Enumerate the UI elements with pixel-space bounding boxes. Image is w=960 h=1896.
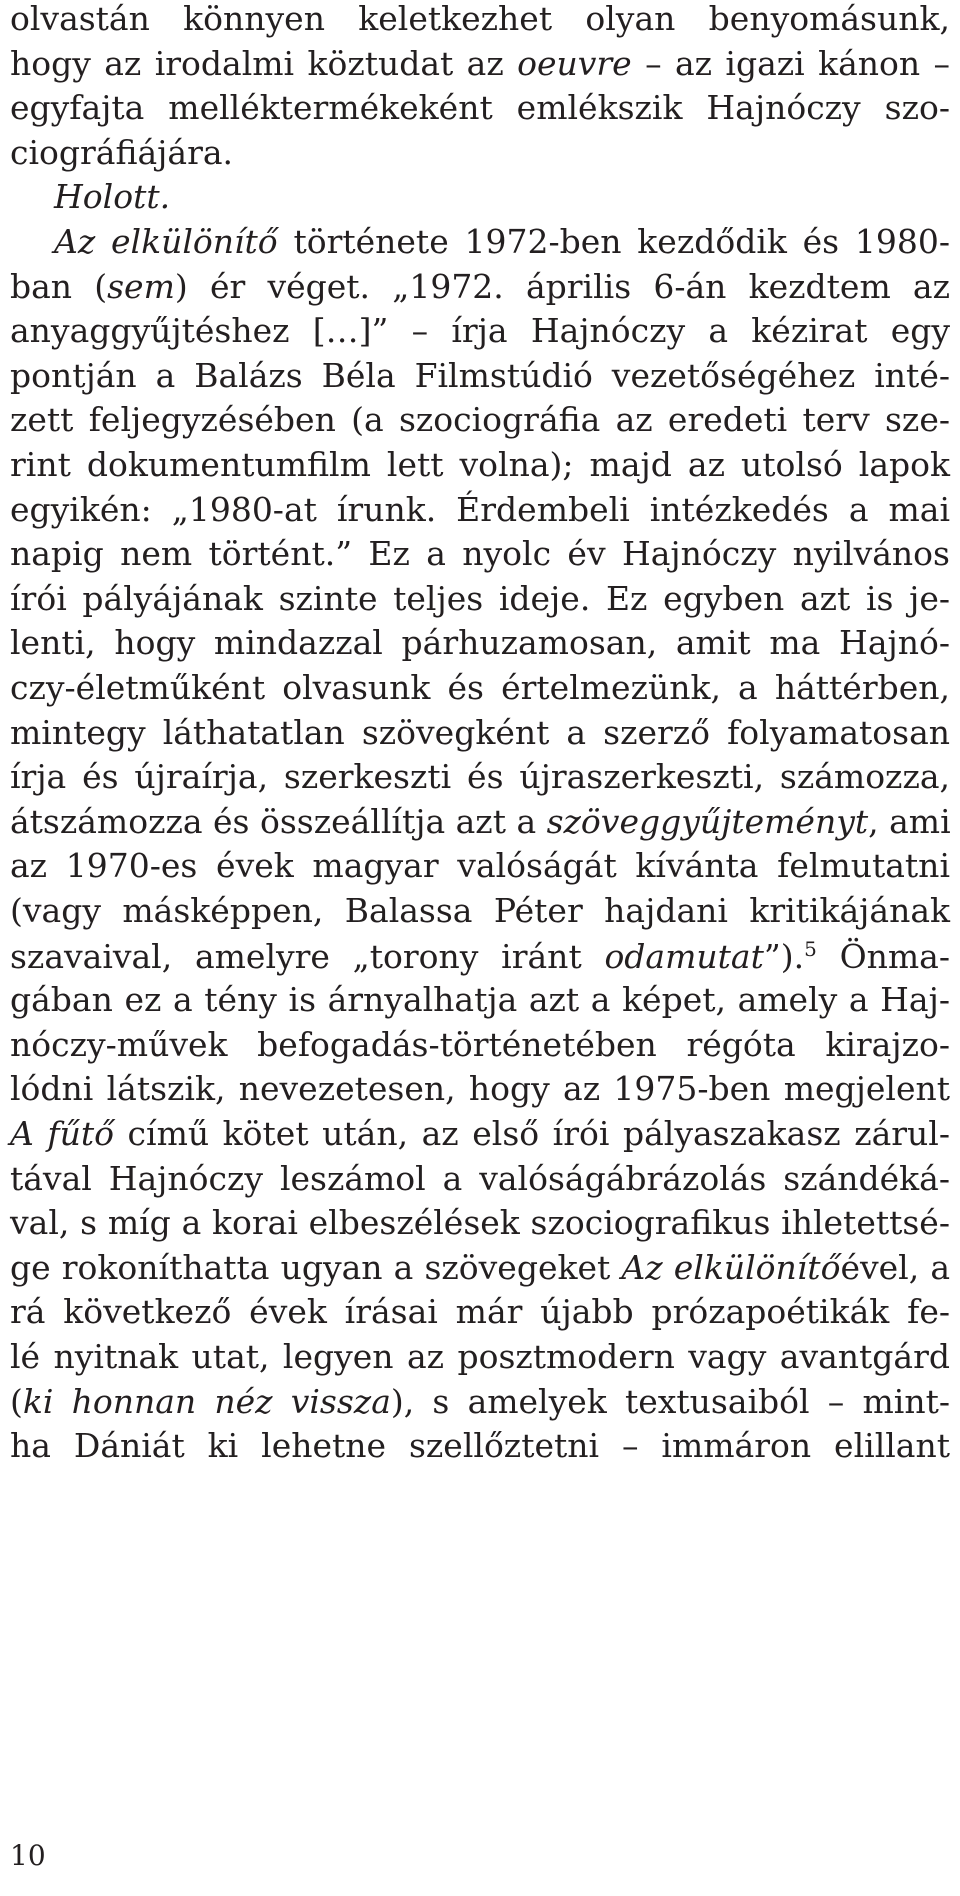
italic-text: Az elkülönítő (621, 1247, 841, 1287)
text-line (10, 43, 950, 83)
text-line-content (10, 43, 950, 83)
text-line-content (10, 668, 950, 707)
text-run: az 1970-es évek magyar valóságát kívánta felmutatni (10, 846, 950, 886)
text-line (10, 489, 950, 529)
text-run: ha Dániát ki lehetne szellőztetni – immáron elillant (10, 1426, 950, 1466)
text-line-content (10, 445, 950, 484)
text-line-content (10, 489, 950, 529)
text-line-content (10, 132, 950, 172)
text-line (10, 400, 950, 440)
text-line (10, 1426, 950, 1466)
text-line (10, 88, 950, 128)
text-run: anyaggyűjtéshez […]” – írja Hajnóczy a kézirat egy (10, 311, 950, 351)
text-line (10, 0, 950, 38)
text-line-content (10, 846, 950, 886)
text-run: ) ér véget. „1972. április 6-án kezdtem az (174, 266, 950, 306)
italic-text: Holott. (54, 177, 171, 217)
text-line (10, 1247, 950, 1287)
text-line-content (10, 712, 950, 752)
text-line (10, 1114, 950, 1153)
text-run: tával Hajnóczy leszámol a valóságábrázolás szándéká- (10, 1158, 950, 1198)
text-line (10, 132, 950, 172)
text-line (10, 846, 950, 886)
text-line (10, 355, 950, 395)
text-line (10, 1158, 950, 1198)
italic-text: sem (107, 266, 175, 306)
text-run: egyfajta melléktermékeként emlékszik Hajnóczy szo- (10, 88, 950, 128)
text-line (10, 266, 950, 306)
text-line-content (10, 936, 950, 976)
text-line (10, 980, 950, 1020)
text-line-content (54, 177, 950, 217)
text-run: czy-életműként olvasunk és értelmezünk, a háttérben, (10, 668, 950, 707)
text-line (10, 668, 950, 707)
text-line (54, 222, 951, 261)
footnote-reference: 5 (804, 936, 817, 961)
text-line-content (10, 1203, 950, 1243)
text-line (10, 311, 950, 351)
italic-text: szöveggyűjteményt (546, 801, 869, 841)
text-line-content (10, 534, 950, 574)
text-run: rá következő évek írásai már újabb prózapoétikák fe- (10, 1292, 950, 1332)
text-line-content (10, 1381, 951, 1421)
text-line-content (10, 88, 950, 128)
text-run: napig nem történt.” Ez a nyolc év Hajnóczy nyilvános (10, 534, 950, 574)
text-line (10, 1337, 950, 1376)
text-run: ével, a (840, 1247, 950, 1287)
text-line-content (54, 222, 951, 261)
text-run: ”). (763, 936, 805, 976)
text-run: ciográfiájára. (10, 132, 234, 172)
text-run: írja és újraírja, szerkeszti és újraszerkeszti, számozza, (10, 757, 950, 797)
text-run: pontján a Balázs Béla Filmstúdió vezetőségéhez inté- (10, 355, 950, 395)
text-line-content (10, 1024, 950, 1064)
text-line-content (10, 801, 951, 841)
text-run: egyikén: „1980-at írunk. Érdembeli intézkedés a mai (10, 489, 950, 529)
text-line-content (10, 311, 950, 351)
text-line-content (10, 0, 950, 38)
text-run: ( (10, 1381, 23, 1421)
text-line (10, 801, 951, 841)
text-line-content (10, 1069, 950, 1109)
text-run: ge rokoníthatta ugyan a szövegeket (10, 1247, 622, 1287)
italic-text: odamutat (604, 936, 764, 976)
text-run: írói pályájának szinte teljes ideje. Ez egyben azt is je- (10, 578, 950, 618)
text-line-content (10, 400, 950, 440)
text-run: lódni látszik, nevezetesen, hogy az 1975-ben megjelent (10, 1069, 950, 1109)
text-run: című kötet után, az első írói pályaszakasz zárul- (113, 1114, 950, 1153)
text-run: Önma- (816, 936, 950, 976)
text-line (10, 1069, 950, 1109)
text-line-content (10, 891, 950, 930)
text-line (10, 757, 950, 797)
text-run: – az igazi kánon – (631, 43, 950, 83)
text-line (10, 578, 950, 618)
text-line-content (10, 578, 950, 618)
text-line (10, 1203, 950, 1243)
text-run: gában ez a tény is árnyalhatja azt a képet, amely a Haj- (10, 980, 950, 1020)
text-run: mintegy láthatatlan szövegként a szerző folyamatosan (10, 712, 950, 752)
italic-text: A fűtő (10, 1114, 114, 1153)
text-run: val, s míg a korai elbeszélések szociografikus ihletettsé- (10, 1203, 950, 1243)
text-run: (vagy másképpen, Balassa Péter hajdani kritikájának (10, 891, 950, 930)
italic-text: Az elkülönítő (54, 222, 278, 261)
text-line-content (10, 266, 950, 306)
text-line (10, 1292, 950, 1332)
text-run: szavaival, amelyre „torony iránt (10, 936, 605, 976)
text-line (10, 1381, 951, 1421)
text-run: hogy az irodalmi köztudat az (10, 43, 518, 83)
text-line-content (10, 1114, 950, 1153)
text-line (10, 623, 950, 663)
text-run: ), s amelyek textusaiból – mint- (390, 1381, 951, 1421)
text-line (10, 891, 950, 930)
text-run: átszámozza és összeállítja azt a (10, 801, 547, 841)
text-line-content (10, 1247, 950, 1287)
italic-text: oeuvre (517, 43, 632, 83)
text-line (10, 1024, 950, 1064)
text-line (10, 534, 950, 574)
text-line (10, 445, 950, 484)
text-line-content (10, 1426, 950, 1466)
text-run: , ami (868, 801, 951, 841)
text-line-content (10, 757, 950, 797)
text-line-content (10, 1337, 950, 1376)
text-line-content (10, 623, 950, 663)
text-line-content (10, 355, 950, 395)
text-run: zett feljegyzésében (a szociográfia az eredeti terv sze- (10, 400, 950, 440)
text-run: rint dokumentumfilm lett volna); majd az utolsó lapok (10, 445, 950, 484)
text-line-content (10, 980, 950, 1020)
text-run: olvastán könnyen keletkezhet olyan benyomásunk, (10, 0, 950, 38)
text-run: lenti, hogy mindazzal párhuzamosan, amit ma Hajnó- (10, 623, 950, 663)
text-line (54, 177, 950, 217)
text-line-content (10, 1292, 950, 1332)
text-line (10, 936, 950, 976)
text-line-content (10, 1158, 950, 1198)
text-run: ban ( (10, 266, 108, 306)
text-run: nóczy-művek befogadás-történetében régóta kirajzo- (10, 1024, 950, 1064)
text-run: lé nyitnak utat, legyen az posztmodern vagy avantgárd (10, 1337, 950, 1376)
italic-text: ki honnan néz vissza (22, 1381, 391, 1421)
text-line (10, 712, 950, 752)
page-number: 10 (10, 1839, 46, 1872)
text-run: története 1972-ben kezdődik és 1980- (277, 222, 951, 261)
